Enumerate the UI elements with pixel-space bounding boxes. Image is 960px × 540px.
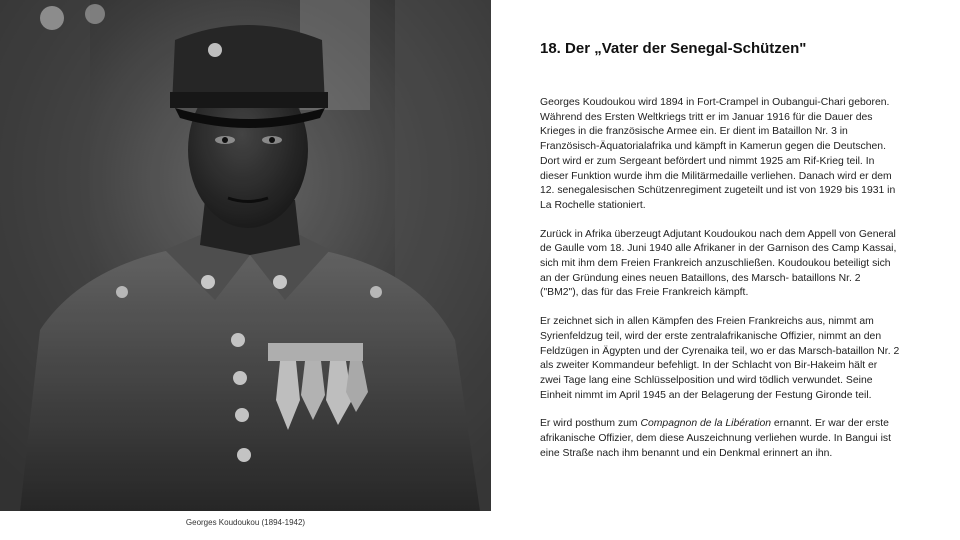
article-title: 18. Der „Vater der Senegal-Schützen"	[540, 40, 807, 57]
portrait-illustration	[0, 0, 491, 511]
article-paragraph-4	[540, 417, 900, 461]
article-paragraph-3: Er zeichnet sich in allen Kämpfen des Freien Frankreichs aus, nimmt am Syrienfeldzug teil, wird der erste zentralafrikanische Offizier, nimmt an den Feldzügen in Ägypten und der Cyrenaika teil, wo er das Marsch-bataillon Nr. 2 als zweiter Kommandeur befehligt. In der Schlacht von Bir-Hakeim hält er zwei Tage lang eine Schlüsselposition und wird tödlich verwundet. Seine Einheit nimmt im April 1945 an der Belagerung der Festung Gironde teil.	[540, 316, 900, 401]
photo-caption: Georges Koudoukou (1894-1942)	[185, 518, 306, 527]
article-paragraph-1: Georges Koudoukou wird 1894 in Fort-Crampel in Oubangui-Chari geboren. Während des Ersten Weltkriegs tritt er im Januar 1916 für die Dauer des Krieges in die französische Armee ein. Er dient im Bataillon Nr. 3 in Französisch-Äquatorialafrika und kämpft in Kamerun gegen die Deutschen. Dort wird er zum Sergeant befördert und nimmt 1925 am Rif-Krieg teil. In dieser Funktion wurde ihm die Militärmedaille verliehen. Danach wird er dem 12. senegalesischen Schützenregiment zugeteilt und ist von 1929 bis 1931 in La Rochelle stationiert.	[540, 97, 896, 211]
paragraph-4-end: ernannt. Er war der erste afrikanische Offizier, dem diese Auszeichnung verliehen wurde. In Bangui ist eine Straße nach ihm benannt und ein Denkmal erinnert an ihn.	[540, 418, 891, 459]
paragraph-4-start: Er wird posthum zum	[540, 418, 641, 430]
article-paragraph-2: Zurück in Afrika überzeugt Adjutant Koudoukou nach dem Appell von General de Gaulle vom 18. Juni 1940 alle Afrikaner in der Garnison des Camp Kassai, sich mit ihm dem Freien Frankreich anzuschließen. Koudoukou beteiligt sich an der Gründung eines neuen Bataillons, des Marsch- bataillons Nr. 2 ("BM2"), das für das Freie Frankreich kämpft.	[540, 228, 897, 299]
compagnon-de-la-liberation-title: Compagnon de la Libération	[640, 418, 772, 430]
article-text	[540, 40, 900, 475]
portrait-photo	[0, 0, 491, 511]
